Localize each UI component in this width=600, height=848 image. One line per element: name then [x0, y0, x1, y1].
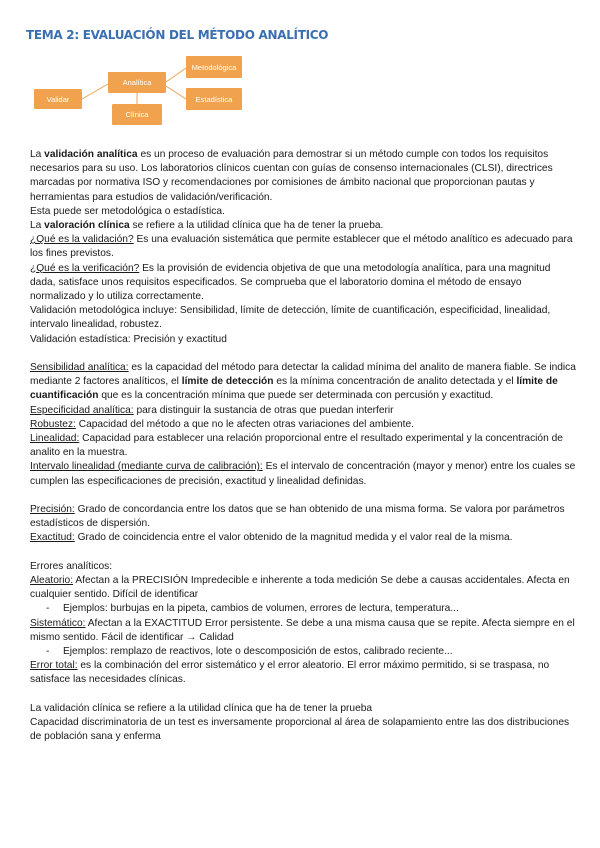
text: para distinguir la sustancia de otras que puedan interferir: [133, 404, 394, 416]
concept-diagram-connectors: [0, 0, 600, 140]
text: Ejemplos: burbujas en la pipeta, cambios de volumen, errores de lectura, temperatura...: [63, 603, 459, 615]
paragraph-validacion-analitica: [30, 148, 578, 205]
term-bold: límite de detección: [181, 376, 274, 388]
diagram-node-estadistica: Estadística: [186, 88, 242, 110]
paragraph-validacion-metodologica: Validación metodológica incluye: Sensibilidad, límite de detección, límite de cuantificación, especificidad, linealidad, intervalo linealidad, robustez.: [30, 305, 551, 331]
text: Afectan a la PRECISIÓN Impredecible e inherente a toda medición Se debe a causas accidentales. Afecta en cualquier sentido. Difícil de identificar: [30, 575, 570, 601]
diagram-node-clinica: Clínica: [112, 104, 162, 125]
text: Capacidad del método a que no le afecten otras variaciones del ambiente.: [75, 418, 414, 430]
paragraph-intervalo-linealidad: [30, 460, 578, 488]
text: La: [30, 220, 45, 232]
paragraph-aleatorio: [30, 574, 578, 602]
text: Es una evaluación sistemática que permite establecer que el método analítico es adecuado para los fines previstos.: [30, 234, 573, 260]
term-bold: valoración clínica: [44, 220, 130, 232]
question-underlined: ¿Qué es la validación?: [30, 234, 134, 246]
paragraph-errores-analiticos: Errores analíticos:: [30, 560, 113, 572]
text: es la mínima concentración de analito detectada y el: [273, 376, 517, 388]
paragraph-sistematico: [30, 617, 578, 645]
term-underlined: Especificidad analítica:: [30, 404, 134, 416]
text: es la combinación del error sistemático y el error aleatorio. El error máximo permitido, si se traspasa, no satisface las necesidades clínicas.: [30, 660, 550, 686]
term-bold: validación analítica: [44, 149, 138, 160]
term-underlined: Aleatorio:: [30, 575, 74, 587]
text: es la capacidad del método para detectar la calidad mínima del analito de manera fiable. Se indica mediante 2 factores analíticos, el: [30, 362, 576, 388]
paragraph-precision: [30, 503, 578, 531]
term-underlined: Exactitud:: [30, 532, 75, 544]
diagram-node-analitica: Analítica: [108, 72, 166, 93]
page-title: TEMA 2: EVALUACIÓN DEL MÉTODO ANALÍTICO: [26, 28, 329, 42]
text: Grado de concordancia entre los datos que se han obtenido de una misma forma. Se valora por parámetros estadísticos de dispersión.: [30, 504, 565, 530]
term-underlined: Precisión:: [30, 504, 75, 516]
paragraph-exactitud: [30, 531, 578, 545]
paragraph-robustez: [30, 418, 578, 432]
paragraph-error-total: [30, 659, 578, 687]
diagram-node-validar: Validar: [34, 89, 82, 109]
paragraph-capacidad-discriminatoria: Capacidad discriminatoria de un test es inversamente proporcional al área de solapamiento entre las dos distribuciones de población sana y enferma: [30, 717, 570, 743]
text: Grado de coincidencia entre el valor obtenido de la magnitud medida y el valor real de la misma.: [74, 532, 513, 544]
document-body: [30, 148, 578, 744]
term-underlined: Error total:: [30, 660, 78, 672]
text: Afectan a la EXACTITUD Error persistente. Se debe a una misma causa que se repite. Afecta siempre en el mismo sentido. Fácil de identificar → Calidad: [30, 617, 575, 643]
term-underlined: Sistemático:: [30, 617, 86, 629]
bullet-dash: -: [46, 646, 50, 658]
text: La: [30, 149, 45, 160]
paragraph-sensibilidad: [30, 361, 578, 404]
paragraph-que-es-validacion: [30, 233, 578, 261]
paragraph-valoracion-clinica: [30, 219, 578, 233]
paragraph-validacion-clinica: La validación clínica se refiere a la utilidad clínica que ha de tener la prueba: [30, 702, 373, 714]
text: es un proceso de evaluación para demostrar si un método cumple con todos los requisitos necesarios para su uso. Los laboratorios clínicos cuentan con guías de consenso internacionales (CLSI), directrices marcadas por normativa ISO y recomendaciones por comisiones de ámbito nacional que proporcionan pautas y herramientas para estudios de validación/verificación.: [30, 149, 553, 203]
text: Es el intervalo de concentración (mayor y menor) entre los cuales se cumplen las especificaciones de precisión, exactitud y linealidad definidas.: [30, 461, 576, 487]
term-underlined: Sensibilidad analítica:: [30, 362, 129, 374]
paragraph-especificidad: [30, 404, 578, 418]
text: que es la concentración mínima que puede ser determinada con percusión y exactitud.: [98, 390, 494, 402]
bullet-dash: -: [46, 603, 50, 615]
paragraph-linealidad: [30, 432, 578, 460]
list-item: [46, 602, 578, 616]
text: se refiere a la utilidad clínica que ha de tener la prueba.: [129, 220, 384, 232]
term-underlined: Robustez:: [30, 418, 76, 430]
text: Ejemplos: remplazo de reactivos, lote o descomposición de estos, calibrado reciente...: [63, 646, 453, 658]
text: Capacidad para establecer una relación proporcional entre el resultado experimental y la concentración de analito en la muestra.: [30, 433, 563, 459]
term-underlined: Linealidad:: [30, 433, 80, 445]
paragraph-metodologica-estadistica: Esta puede ser metodológica o estadística.: [30, 205, 225, 217]
paragraph-que-es-verificacion: [30, 262, 578, 305]
term-bold: límite de cuantificación: [30, 376, 558, 402]
question-underlined: ¿Qué es la verificación?: [30, 262, 140, 274]
paragraph-validacion-estadistica: Validación estadística: Precisión y exactitud: [30, 333, 227, 345]
list-item: [46, 645, 578, 659]
term-underlined: Intervalo linealidad (mediante curva de calibración):: [30, 461, 263, 473]
diagram-node-metodologica: Metodológica: [186, 56, 242, 78]
text: Es la provisión de evidencia objetiva de que una metodología analítica, para una magnitud dada, satisface unos requisitos especificados. Se comprueba que el laboratorio domina el método de ensayo normalizado y lo utiliza correctamente.: [30, 262, 551, 303]
